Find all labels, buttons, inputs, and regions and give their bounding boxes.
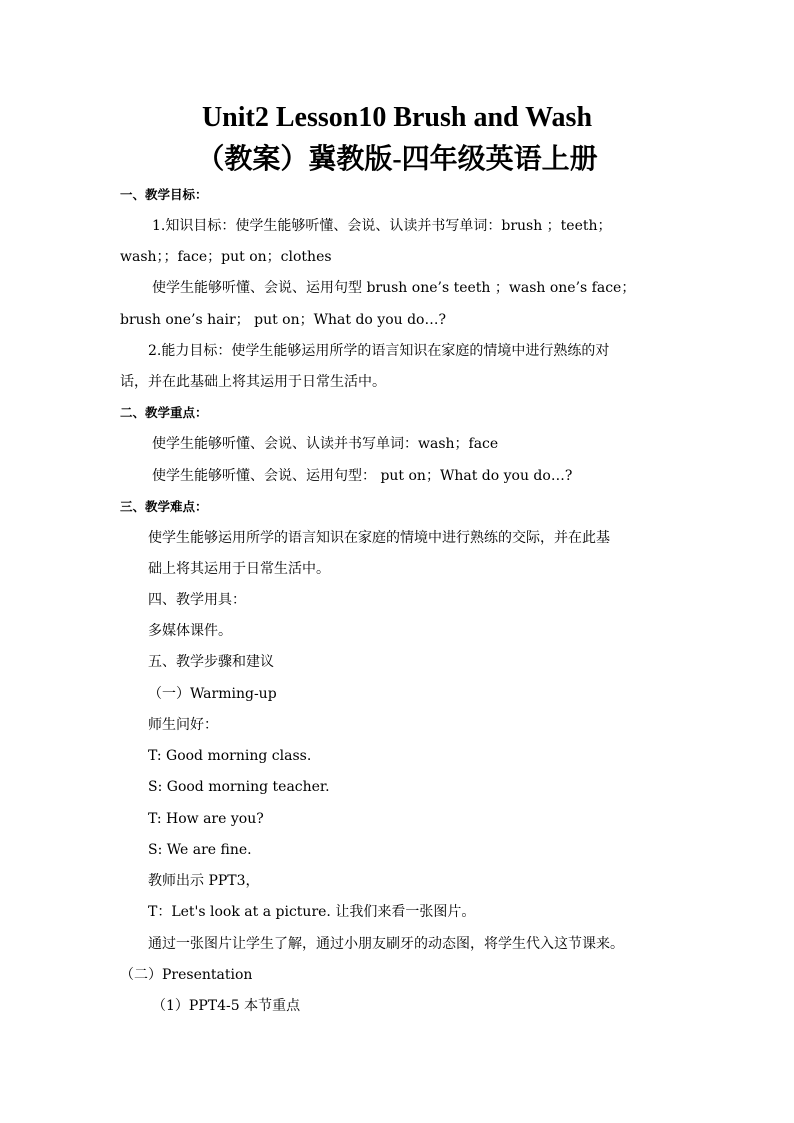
section-heading-difficulties: 三、教学难点： xyxy=(120,499,208,514)
objective-line-2: wash；；face；put on；clothes xyxy=(120,249,332,265)
greeting-label: 师生问好： xyxy=(148,717,218,733)
ppt3-line: 教师出示 PPT3， xyxy=(148,873,260,889)
title-line-1: Unit2 Lesson10 Brush and Wash xyxy=(201,102,593,133)
objective-line-5: 2.能力目标：使学生能够运用所学的语言知识在家庭的情境中进行熟练的对 xyxy=(148,343,610,359)
description-line: 通过一张图片让学生了解，通过小朋友刷牙的动态图，将学生代入这节课来。 xyxy=(148,936,624,952)
objective-line-4: brush one’s hair； put on；What do you do…? xyxy=(120,312,446,328)
title-line-2: （教案）冀教版-四年级英语上册 xyxy=(196,144,598,175)
teaching-steps-heading: 五、教学步骤和建议 xyxy=(148,654,274,670)
presentation-heading: （二）Presentation xyxy=(120,967,253,983)
teaching-tools-heading: 四、教学用具： xyxy=(148,592,246,608)
warming-up-heading: （一）Warming-up xyxy=(148,686,277,702)
section-heading-key-points: 二、教学重点： xyxy=(120,405,208,420)
key-point-line-1: 使学生能够听懂、会说、认读并书写单词：wash；face xyxy=(152,436,499,452)
objective-line-3: 使学生能够听懂、会说、运用句型 brush one’s teeth ；wash one’s face； xyxy=(152,280,636,296)
dialogue-line-2: S: Good morning teacher. xyxy=(148,779,330,795)
objective-line-6: 话，并在此基础上将其运用于日常生活中。 xyxy=(120,374,386,390)
teaching-tools-text: 多媒体课件。 xyxy=(148,623,232,639)
ppt4-5-line: （1）PPT4-5 本节重点 xyxy=(152,998,301,1014)
section-heading-objectives: 一、教学目标： xyxy=(120,187,208,202)
dialogue-line-1: T: Good morning class. xyxy=(148,748,312,764)
difficulty-line-1: 使学生能够运用所学的语言知识在家庭的情境中进行熟练的交际，并在此基 xyxy=(148,530,610,546)
difficulty-line-2: 础上将其运用于日常生活中。 xyxy=(148,561,330,577)
key-point-line-2: 使学生能够听懂、会说、运用句型： put on；What do you do…? xyxy=(152,468,573,484)
dialogue-line-4: S: We are fine. xyxy=(148,842,252,858)
picture-line: T：Let's look at a picture. 让我们来看一张图片。 xyxy=(148,904,476,920)
dialogue-line-3: T: How are you? xyxy=(148,811,264,827)
objective-line-1: 1.知识目标：使学生能够听懂、会说、认读并书写单词：brush ；teeth； xyxy=(152,218,612,234)
